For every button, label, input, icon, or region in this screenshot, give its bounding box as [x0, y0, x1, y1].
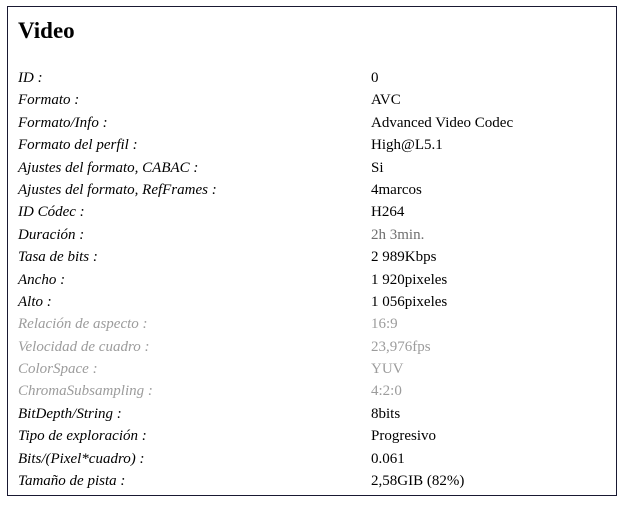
- row-label: Duración :: [18, 226, 85, 243]
- info-row: [18, 291, 608, 313]
- row-label: Bits/(Pixel*cuadro) :: [18, 450, 145, 467]
- row-value: High@L5.1: [371, 137, 443, 154]
- info-row: [18, 179, 608, 201]
- info-row: [18, 89, 608, 111]
- info-row: [18, 246, 608, 268]
- info-row: [18, 157, 608, 179]
- row-label: Velocidad de cuadro :: [18, 338, 150, 355]
- info-row: [18, 112, 608, 134]
- row-value: 1 056pixeles: [371, 293, 448, 310]
- row-value: 0.061: [371, 450, 405, 467]
- row-value: 0: [371, 70, 379, 86]
- row-label: Ajustes del formato, CABAC :: [18, 159, 199, 176]
- info-row: [18, 336, 608, 358]
- row-value: 8bits: [371, 405, 401, 422]
- row-label: Tipo de exploración :: [18, 428, 147, 445]
- row-label: Tasa de bits :: [18, 249, 98, 266]
- row-value: 2 989Kbps: [371, 249, 437, 266]
- info-row: [18, 269, 608, 291]
- info-row: [18, 448, 608, 470]
- info-row: [18, 358, 608, 380]
- info-row: [18, 224, 608, 246]
- row-value: 1 920pixeles: [371, 271, 448, 288]
- row-value: Si: [371, 159, 384, 176]
- row-value: 2,58GIB (82%): [371, 473, 465, 490]
- row-value: H264: [371, 204, 405, 221]
- row-label: ID :: [18, 70, 43, 86]
- info-rows: [8, 67, 616, 492]
- row-value: 4:2:0: [371, 383, 402, 400]
- row-value: 4marcos: [371, 181, 422, 198]
- info-row: [18, 470, 608, 492]
- row-label: Formato/Info :: [18, 114, 108, 131]
- row-label: ChromaSubsampling :: [18, 383, 153, 400]
- row-value: 2h 3min.: [371, 226, 425, 243]
- row-label: ColorSpace :: [18, 361, 98, 378]
- row-value: 16:9: [371, 316, 398, 333]
- row-label: ID Códec :: [18, 204, 85, 221]
- row-label: Alto :: [18, 293, 52, 310]
- row-label: Ajustes del formato, RefFrames :: [18, 181, 217, 198]
- row-value: 23,976fps: [371, 338, 431, 355]
- row-value: Progresivo: [371, 428, 436, 445]
- info-row: [18, 313, 608, 335]
- info-row: [18, 425, 608, 447]
- row-value: YUV: [371, 361, 404, 378]
- video-info-panel: [7, 6, 617, 496]
- row-value: Advanced Video Codec: [371, 114, 514, 131]
- info-row: [18, 403, 608, 425]
- row-label: BitDepth/String :: [18, 405, 122, 422]
- row-value: AVC: [371, 92, 401, 109]
- info-row: [18, 67, 608, 89]
- row-label: Formato :: [18, 92, 80, 109]
- row-label: Tamaño de pista :: [18, 473, 126, 490]
- row-label: Ancho :: [18, 271, 66, 288]
- info-row: [18, 134, 608, 156]
- info-row: [18, 201, 608, 223]
- row-label: Relación de aspecto :: [18, 316, 148, 333]
- row-label: Formato del perfil :: [18, 137, 138, 154]
- section-title: Video: [18, 18, 75, 43]
- info-row: [18, 380, 608, 402]
